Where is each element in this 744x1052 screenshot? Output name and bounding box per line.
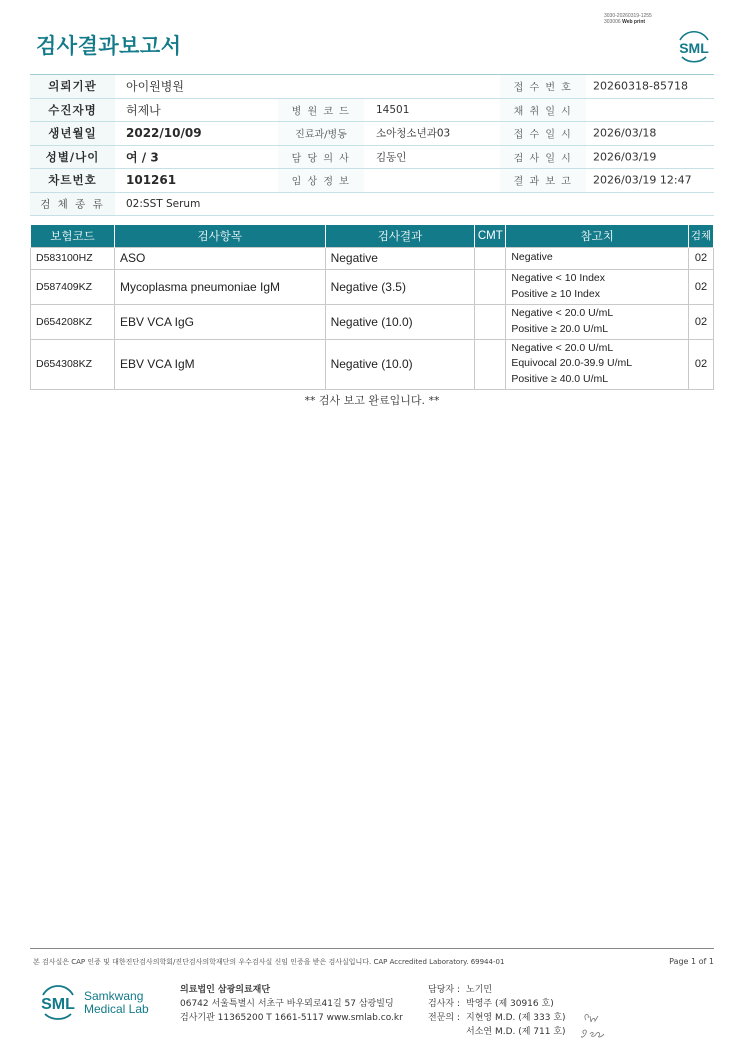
cell-cmt: [475, 304, 506, 339]
cell-specimen: 02: [688, 247, 713, 269]
value-requesting-institution: 아이원병원: [126, 79, 184, 94]
lab-org-name: 의료법인 삼광의료재단: [180, 985, 271, 995]
cell-reference: [506, 247, 689, 269]
brand-line1: Samkwang: [84, 989, 144, 1003]
value-receipt-number: 20260318-85718: [593, 79, 688, 93]
col-header-reference: 참고치: [506, 225, 689, 247]
footer-divider: [30, 948, 714, 949]
info-row: [30, 75, 714, 99]
reference-line: Negative < 20.0 U/mL: [511, 341, 614, 354]
reference-line: Negative < 10 Index: [511, 272, 606, 284]
reference-line: Negative: [511, 251, 553, 264]
cell-item: ASO: [114, 247, 325, 269]
reference-line: Positive ≥ 40.0 U/mL: [511, 372, 609, 385]
cell-reference: [506, 304, 689, 339]
value-chart-number: 101261: [126, 173, 177, 188]
col-header-cmt: CMT: [475, 225, 506, 247]
value-physician: 김동인: [376, 151, 407, 164]
results-table: [30, 225, 714, 390]
reference-line: Negative < 20.0 U/mL: [511, 307, 614, 319]
cell-code: D654208KZ: [31, 304, 115, 339]
label-requesting-institution: 의뢰기관: [48, 79, 97, 94]
sml-logo-icon: [674, 26, 714, 64]
cell-specimen: 02: [688, 304, 713, 339]
staff-specialist-1: 지현영 M.D. (제 333 호): [466, 1013, 566, 1023]
page-title: 검사결과보고서: [36, 34, 182, 58]
cell-specimen: 02: [688, 269, 713, 304]
table-row: [31, 304, 714, 339]
reference-line: Positive ≥ 20.0 U/mL: [511, 322, 609, 335]
info-row: [30, 193, 714, 217]
value-test-date: 2026/03/19: [593, 150, 657, 164]
report-complete-text: ** 검사 보고 완료입니다. **: [304, 394, 440, 407]
lab-contact: 검사기관 11365200 T 1661-5117 www.smlab.co.kr: [180, 1013, 403, 1023]
page-number: Page 1 of 1: [669, 957, 714, 966]
patient-info-table: [30, 74, 714, 216]
value-hospital-code: 14501: [376, 103, 410, 116]
label-result-report: 결 과 보 고: [513, 176, 573, 188]
value-receipt-date: 2026/03/18: [593, 126, 657, 140]
cell-cmt: [475, 269, 506, 304]
label-collection-date: 채 취 일 시: [513, 106, 573, 118]
reference-line: Equivocal 20.0-39.9 U/mL: [511, 357, 633, 370]
label-chart-number: 차트번호: [48, 173, 97, 188]
cell-item: EBV VCA IgM: [114, 339, 325, 389]
web-print-label: Web print: [622, 19, 646, 25]
info-row: [30, 146, 714, 170]
value-specimen-type: 02:SST Serum: [126, 197, 201, 210]
cell-result: Negative (10.0): [325, 304, 475, 339]
lab-address: 06742 서울특별시 서초구 바우뫼로41길 57 삼광빌딩: [180, 999, 394, 1009]
cell-result: Negative: [325, 247, 475, 269]
staff-tester: 박영주 (제 30916 호): [466, 999, 554, 1009]
label-hospital-code: 병 원 코 드: [291, 106, 351, 118]
lab-info: [180, 983, 403, 1025]
cell-reference: [506, 339, 689, 389]
label-physician: 담 당 의 사: [291, 153, 351, 165]
cell-reference: [506, 269, 689, 304]
value-sex-age: 여 / 3: [126, 150, 159, 165]
info-row: [30, 169, 714, 193]
cell-cmt: [475, 339, 506, 389]
col-header-result: 검사결과: [325, 225, 475, 247]
cell-specimen: 02: [688, 339, 713, 389]
table-row: [31, 339, 714, 389]
info-row: [30, 99, 714, 123]
cell-item: EBV VCA IgG: [114, 304, 325, 339]
cell-code: D583100HZ: [31, 247, 115, 269]
document-code-line1: 3030-20260319-1255: [604, 13, 652, 19]
staff-label-tester: 검사자 :: [428, 999, 460, 1009]
value-result-report: 2026/03/19 12:47: [593, 173, 692, 187]
label-specimen-type: 검 체 종 류: [40, 198, 105, 211]
label-sex-age: 성별/나이: [45, 149, 100, 164]
col-header-specimen: 검체: [688, 225, 713, 247]
sml-logo-text: SML: [679, 40, 709, 56]
label-receipt-date: 접 수 일 시: [513, 129, 573, 141]
table-row: [31, 247, 714, 269]
col-header-insurance-code: 보험코드: [31, 225, 115, 247]
label-birth-date: 생년월일: [48, 126, 97, 141]
staff-info: [428, 983, 566, 1039]
brand-name: [84, 990, 149, 1016]
brand-line2: Medical Lab: [84, 1002, 149, 1016]
label-department: 진료과/병동: [295, 129, 347, 141]
accreditation-note: 본 검사실은 CAP 인증 및 대한진단검사의학회/진단검사의학재단의 우수검사실 신임 인증을 받은 검사실입니다. CAP Accredited Laboratory. 69944-01: [33, 958, 505, 966]
label-test-date: 검 사 일 시: [513, 153, 573, 165]
info-row: [30, 122, 714, 146]
document-code-line2: 303006: [604, 19, 621, 25]
reference-line: Positive ≥ 10 Index: [511, 287, 600, 300]
cell-result: Negative (10.0): [325, 339, 475, 389]
value-birth-date: 2022/10/09: [126, 126, 202, 141]
cell-cmt: [475, 247, 506, 269]
staff-specialist-2: 서소연 M.D. (제 711 호): [466, 1027, 566, 1037]
staff-label-manager: 담당자 :: [428, 985, 460, 995]
signature-icon: [578, 1008, 610, 1042]
cell-result: Negative (3.5): [325, 269, 475, 304]
sml-logo-text: SML: [41, 996, 75, 1013]
cell-code: D587409KZ: [31, 269, 115, 304]
label-clinical-info: 임 상 정 보: [291, 176, 351, 188]
cell-code: D654308KZ: [31, 339, 115, 389]
label-receipt-number: 접 수 번 호: [513, 82, 573, 94]
label-patient-name: 수진자명: [48, 102, 97, 117]
staff-label-specialist: 전문의 :: [428, 1013, 460, 1023]
staff-manager: 노기민: [466, 985, 493, 995]
document-code: [604, 13, 652, 25]
sml-logo-icon: [36, 980, 80, 1022]
cell-item: Mycoplasma pneumoniae IgM: [114, 269, 325, 304]
value-patient-name: 허제나: [126, 103, 161, 118]
col-header-test-item: 검사항목: [114, 225, 325, 247]
table-row: [31, 269, 714, 304]
value-department: 소아청소년과03: [376, 127, 451, 140]
results-header-row: [31, 225, 714, 247]
